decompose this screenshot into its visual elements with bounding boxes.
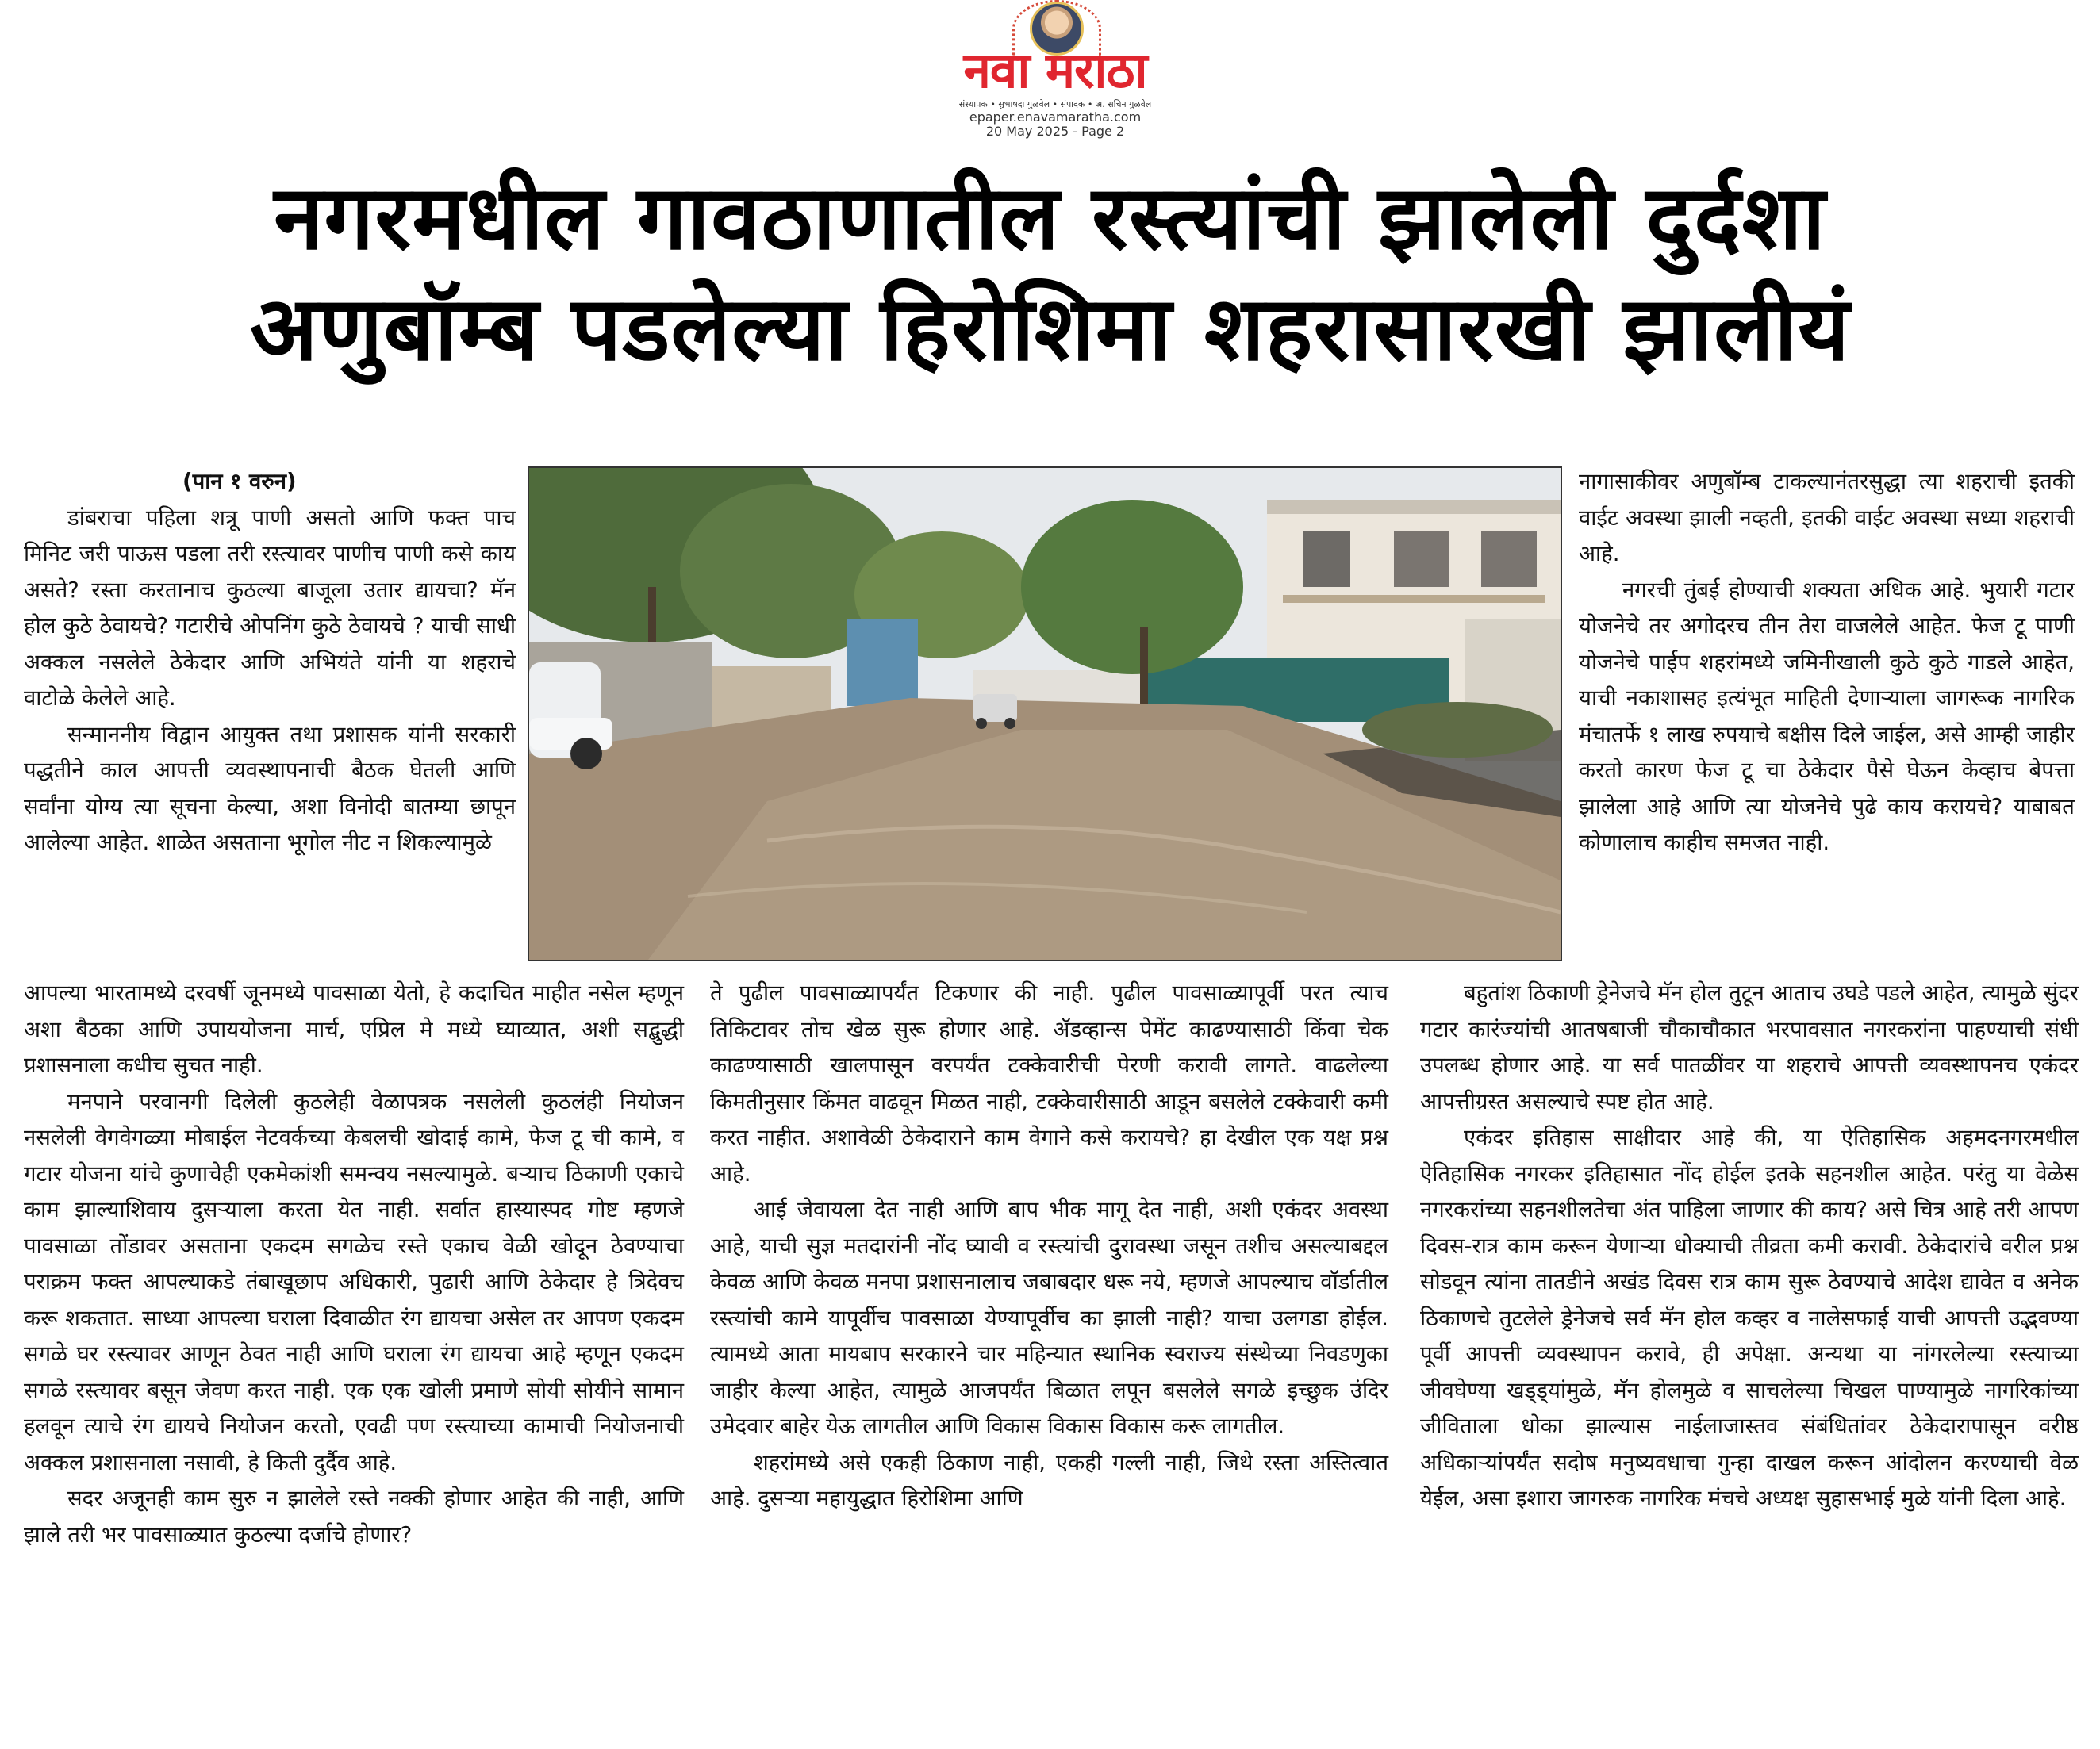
article-intro-column (24, 464, 516, 861)
headline-line-1: नगरमधील गावठाणातील रस्त्यांची झालेली दुर्दशा (274, 167, 1826, 270)
article-right-upper-column (1579, 464, 2075, 861)
article-paragraph: एकंदर इतिहास साक्षीदार आहे की, या ऐतिहासिक अहमदनगरमधील ऐतिहासिक नगरकर इतिहासात नोंद होईल इतके सहनशील आहेत. परंतु या वेळेस नगरकरांच्या सहनशीलतेचा अंत पाहिला जाणार की काय? असे चित्र आहे तरी आपण दिवस-रात्र काम करून येणाऱ्या धोक्याची तीव्रता कमी करावी. ठेकेदारांचे वरील प्रश्न सोडवून त्यांना तातडीने अखंड दिवस रात्र काम सुरू ठेवण्याचे आदेश द्यावेत व अनेक ठिकाणचे तुटलेले ड्रेनेजचे सर्व मॅन होल कव्हर व नालेसफाई याची आपत्ती उद्भवण्या पूर्वी आपत्ती व्यवस्थापन करावे, ही अपेक्षा. अन्यथा या नांगरलेल्या रस्त्याच्या जीवघेण्या खड्ड्यांमुळे, मॅन होलमुळे व साचलेल्या चिखल पाण्यामुळे नागरिकांच्या जीविताला धोका झाल्यास नाईलाजास्तव संबंधितांवर ठेकेदारापासून वरीष्ठ अधिकाऱ्यांपर्यंत सदोष मनुष्यवधाचा गुन्हा दाखल करून आंदोलन करण्याची वेळ येईल, असा इशारा जागरुक नागरिक मंचचे अध्यक्ष सुहासभाई मुळे यांनी दिला आहे. (1420, 1125, 2079, 1511)
epaper-site-link[interactable]: epaper.enavamaratha.com (969, 109, 1142, 125)
headline-line-2: अणुबॉम्ब पडलेल्या हिरोशिमा शहरासारखी झालीयं (249, 278, 1851, 381)
article-paragraph: आई जेवायला देत नाही आणि बाप भीक मागू देत नाही, अशी एकंदर अवस्था आहे, याची सुज्ञ मतदारांनी नोंद घ्यावी व रस्त्यांची दुरावस्था जसून तशीच असल्याबद्दल केवळ आणि केवळ मनपा प्रशासनालाच जबाबदार धरू नये, म्हणजे आपल्याच वॉर्डातील रस्त्यांची कामे यापूर्वीच पावसाळा येण्यापूर्वीच का झाली नाही? याचा उलगडा होईल. त्यामध्ये आता मायबाप सरकारने चार महिन्यात स्थानिक स्वराज्य संस्थेच्या निवडणुका जाहीर केल्या आहेत, त्यामुळे आजपर्यंत बिळात लपून बसलेले सगळे इच्छुक उंदिर उमेदवार बाहेर येऊ लागतील आणि विकास विकास विकास करू लागतील. (710, 1197, 1388, 1439)
newspaper-logo[interactable]: नवा मराठा (963, 41, 1147, 99)
article-paragraph: डांबराचा पहिला शत्रू पाणी असतो आणि फक्त पाच मिनिट जरी पाऊस पडला तरी रस्त्यावर पाणीच पाणी कसे काय असते? रस्ता करतानाच कुठल्या बाजूला उतार द्यायचा? मॅन होल कुठे ठेवायचे? गटारीचे ओपनिंग कुठे ठेवायचे ? याची साधी अक्कल नसलेले ठेकेदार आणि अभियंते यांनी या शहराचे वाटोळे केलेले आहे. (24, 504, 516, 711)
flooded-road-photo (528, 466, 1562, 961)
masthead (912, 0, 1198, 139)
article-paragraph: मनपाने परवानगी दिलेली कुठलेही वेळापत्रक नसलेली कुठलंही नियोजन नसलेली वेगवेगळ्या मोबाईल नेटवर्कच्या केबलची खोदाई कामे, फेज टू ची कामे, व गटार योजना यांचे कुणाचेही एकमेकांशी समन्वय नसल्यामुळे. बऱ्याच ठिकाणी एकाचे काम झाल्याशिवाय दुसऱ्याला करता येत नाही. सर्वात हास्यास्पद गोष्ट म्हणजे पावसाळा तोंडावर असताना एकदम सगळेच रस्ते एकाच वेळी खोदून ठेवण्याचा पराक्रम फक्त आपल्याकडे तंबाखूछाप अधिकारी, पुढारी आणि ठेकेदार हे त्रिदेवच करू शकतात. साध्या आपल्या घराला दिवाळीत रंग द्यायचा असेल तर आपण एकदम सगळे घर रस्त्यावर आणून ठेवत नाही आणि घराला रंग द्यायचा आहे म्हणून एकदम सगळे रस्त्यावर बसून जेवण करत नाही. एक एक खोली प्रमाणे सोयी सोयीने सामान हलवून त्याचे रंग द्यायचे नियोजन करतो, एवढी पण रस्त्याच्या कामाची नियोजनाची अक्कल प्रशासनाला नसावी, हे किती दुर्दैव आहे. (24, 1088, 684, 1475)
article-paragraph: नगरची तुंबई होण्याची शक्यता अधिक आहे. भुयारी गटार योजनेचे तर अगोदरच तीन तेरा वाजलेले आहेत. फेज टू पाणी योजनेचे पाईप शहरांमध्ये जमिनीखाली कुठे कुठे गाडले आहेत, याची नकाशासह इत्यंभूत माहिती देणाऱ्याला जागरूक नागरिक मंचातर्फे १ लाख रुपयाचे बक्षीस दिले जाईल, असे आम्ही जाहीर करतो कारण फेज टू चा ठेकेदार पैसे घेऊन केव्हाच बेपत्ता झालेला आहे आणि त्या योजनेचे पुढे काय करायचे? याबाबत कोणालाच काहीच समजत नाही. (1579, 577, 2075, 855)
issue-date-page: 20 May 2025 - Page 2 (985, 124, 1125, 139)
article-right-lower-column (1420, 976, 2079, 1517)
article-paragraph: शहरांमध्ये असे एकही ठिकाण नाही, एकही गल्ली नाही, जिथे रस्ता अस्तित्वात आहे. दुसऱ्या महायुद्धात हिरोशिमा आणि (710, 1449, 1388, 1511)
article-paragraph: बहुतांश ठिकाणी ड्रेनेजचे मॅन होल तुटून आताच उघडे पडले आहेत, त्यामुळे सुंदर गटार कारंज्यांची आतषबाजी चौकाचौकात भरपावसात नगरकरांना पाहण्याची संधी उपलब्ध होणार आहे. या सर्व पातळींवर या शहराचे आपत्ती व्यवस्थापनच एकंदर आपत्तीग्रस्त असल्याचे स्पष्ट होत आहे. (1420, 980, 2079, 1114)
continuation-kicker: (पान १ वरुन) (182, 469, 297, 494)
article-middle-column (710, 976, 1388, 1517)
article-paragraph: नागासाकीवर अणुबॉम्ब टाकल्यानंतरसुद्धा त्या शहराची इतकी वाईट अवस्था झाली नव्हती, इतकी वाईट अवस्था सध्या शहराची आहे. (1579, 469, 2075, 566)
article-left-below-column (24, 976, 684, 1553)
article-paragraph: ते पुढील पावसाळ्यापर्यंत टिकणार की नाही. पुढील पावसाळ्यापूर्वी परत त्याच तिकिटावर तोच खेळ सुरू होणार आहे. ॲडव्हान्स पेमेंट काढण्यासाठी किंवा चेक काढण्यासाठी खालपासून वरपर्यंत टक्केवारीची पेरणी करावी लागते. वाढलेल्या किमतीनुसार किंमत वाढवून मिळत नाही, टक्केवारीसाठी आडून बसलेले टक्केवारी कमी करत नाहीत. अशावेळी ठेकेदाराने काम वेगाने कसे करायचे? हा देखील एक यक्ष प्रश्न आहे. (710, 980, 1388, 1187)
article-paragraph: सन्माननीय विद्वान आयुक्त तथा प्रशासक यांनी सरकारी पद्धतीने काल आपत्ती व्यवस्थापनाची बैठक घेतली आणि सर्वांना योग्य त्या सूचना केल्या, अशा विनोदी बातम्या छापून आलेल्या आहेत. शाळेत असताना भूगोल नीट न शिकल्यामुळे (24, 721, 516, 855)
article-paragraph: आपल्या भारतामध्ये दरवर्षी जूनमध्ये पावसाळा येतो, हे कदाचित माहीत नसेल म्हणून अशा बैठका आणि उपाययोजना मार्च, एप्रिल मे मध्ये घ्याव्यात, अशी सद्बुद्धी प्रशासनाला कधीच सुचत नाही. (24, 980, 684, 1078)
article-paragraph: सदर अजूनही काम सुरु न झालेले रस्ते नक्की होणार आहेत की नाही, आणि झाले तरी भर पावसाळ्यात कुठल्या दर्जाचे होणार? (24, 1486, 684, 1548)
masthead-tagline: संस्थापक • सुभाषदा गुळवेल • संपादक • अ. सचिन गुळवेल (958, 99, 1152, 109)
flooded-road-illustration (529, 468, 1561, 960)
